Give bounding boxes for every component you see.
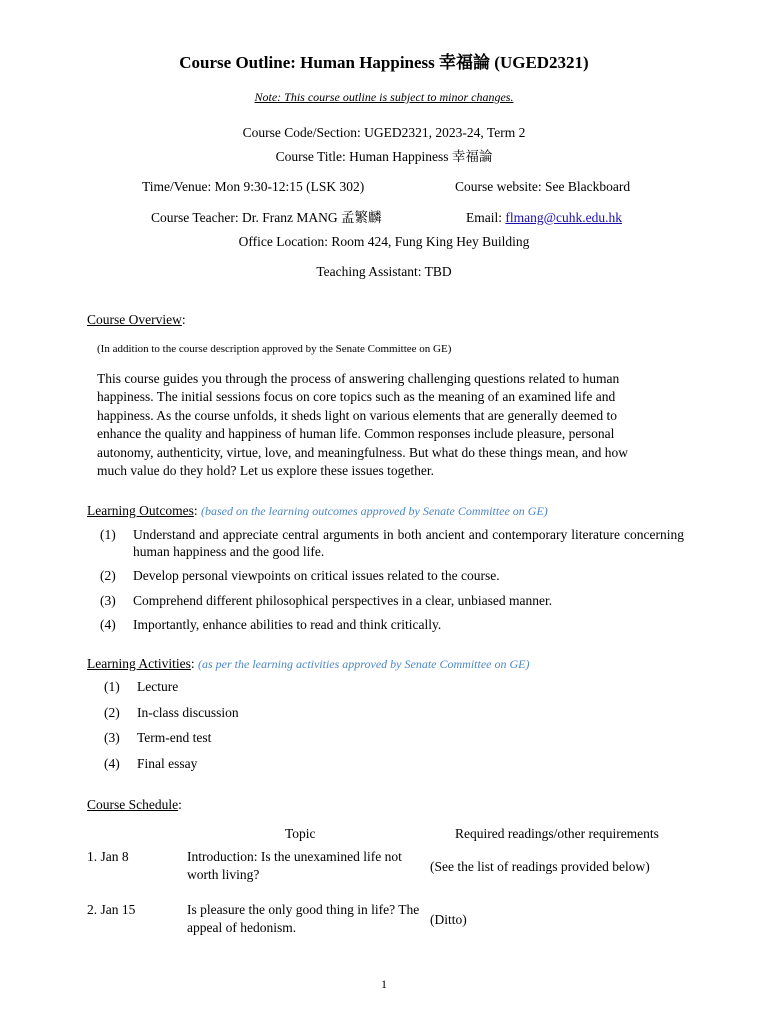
course-teacher: Course Teacher: Dr. Franz MANG 孟繁麟 — [151, 210, 382, 225]
schedule-heading: Course Schedule — [87, 797, 179, 812]
outcome-number: (2) — [100, 568, 116, 583]
activity-number: (2) — [104, 705, 120, 720]
activities-heading-line — [87, 655, 529, 673]
activities-heading: Learning Activities — [87, 656, 191, 671]
email-label: Email: — [466, 210, 506, 225]
time-venue: Time/Venue: Mon 9:30-12:15 (LSK 302) — [142, 179, 365, 194]
activity-number: (4) — [104, 756, 120, 771]
outcome-text: Comprehend different philosophical perspectives in a clear, unbiased manner. — [133, 593, 553, 608]
schedule-col-readings: Required readings/other requirements — [455, 826, 659, 841]
outcomes-heading-line — [87, 502, 548, 520]
schedule-session: 1. Jan 8 — [87, 849, 129, 864]
outcome-number: (3) — [100, 593, 116, 608]
schedule-topic: Is pleasure the only good thing in life? The appeal of hedonism. — [187, 902, 420, 935]
activities-note: (as per the learning activities approved by Senate Committee on GE) — [198, 657, 530, 671]
overview-heading: Course Overview — [87, 312, 182, 327]
activity-number: (3) — [104, 730, 120, 745]
page-number: 1 — [381, 977, 387, 991]
schedule-col-topic: Topic — [285, 826, 316, 841]
activities-colon: : — [190, 656, 198, 671]
schedule-readings: (See the list of readings provided below) — [430, 859, 650, 874]
outcomes-heading: Learning Outcomes — [87, 503, 194, 518]
outcome-text: Understand and appreciate central arguments in both ancient and contemporary literature concerning human happiness and the good life. — [133, 527, 684, 559]
activity-text: Lecture — [137, 679, 179, 694]
schedule-readings: (Ditto) — [430, 912, 467, 927]
activity-text: Final essay — [137, 756, 198, 771]
outcome-number: (4) — [100, 617, 116, 632]
overview-paragraph: This course guides you through the process of answering challenging questions related to human happiness. The initial sessions focus on core topics such as the meaning of an examined life and happiness. As the course unfolds, it sheds light on various elements that are generally deemed to enhance the quality and happiness of human life. Common responses include pleasure, personal autonomy, authenticity, virtue, love, and meaningfulness. But what do these things mean, and how much value do they hold? Let us explore these issues together. — [97, 371, 629, 479]
outcomes-note: (based on the learning outcomes approved by Senate Committee on GE) — [200, 504, 548, 518]
course-code-section: Course Code/Section: UGED2321, 2023-24, Term 2 — [242, 125, 526, 140]
outcomes-colon: : — [193, 503, 201, 518]
activity-number: (1) — [104, 679, 120, 694]
outcome-number: (1) — [100, 527, 116, 542]
course-website: Course website: See Blackboard — [455, 179, 631, 194]
teaching-assistant: Teaching Assistant: TBD — [316, 264, 452, 279]
outcome-text: Develop personal viewpoints on critical issues related to the course. — [133, 568, 500, 583]
page-title: Course Outline: Human Happiness 幸福論 (UGED2321) — [179, 53, 589, 72]
outcome-text: Importantly, enhance abilities to read and think critically. — [133, 617, 442, 632]
schedule-session: 2. Jan 15 — [87, 902, 136, 917]
overview-colon: : — [181, 312, 186, 327]
overview-note: (In addition to the course description approved by the Senate Committee on GE) — [97, 343, 452, 355]
course-title-line: Course Title: Human Happiness 幸福論 — [275, 149, 493, 164]
schedule-topic: Introduction: Is the unexamined life not worth living? — [187, 849, 402, 882]
activity-text: Term-end test — [137, 730, 212, 745]
overview-heading-line — [87, 311, 186, 329]
email-link[interactable]: flmang@cuhk.edu.hk — [505, 210, 623, 225]
activity-text: In-class discussion — [137, 705, 239, 720]
schedule-heading-line — [87, 796, 182, 814]
email-line — [466, 209, 622, 227]
changes-note: Note: This course outline is subject to minor changes. — [254, 90, 514, 104]
office-location: Office Location: Room 424, Fung King Hey Building — [238, 234, 530, 249]
schedule-colon: : — [178, 797, 182, 812]
